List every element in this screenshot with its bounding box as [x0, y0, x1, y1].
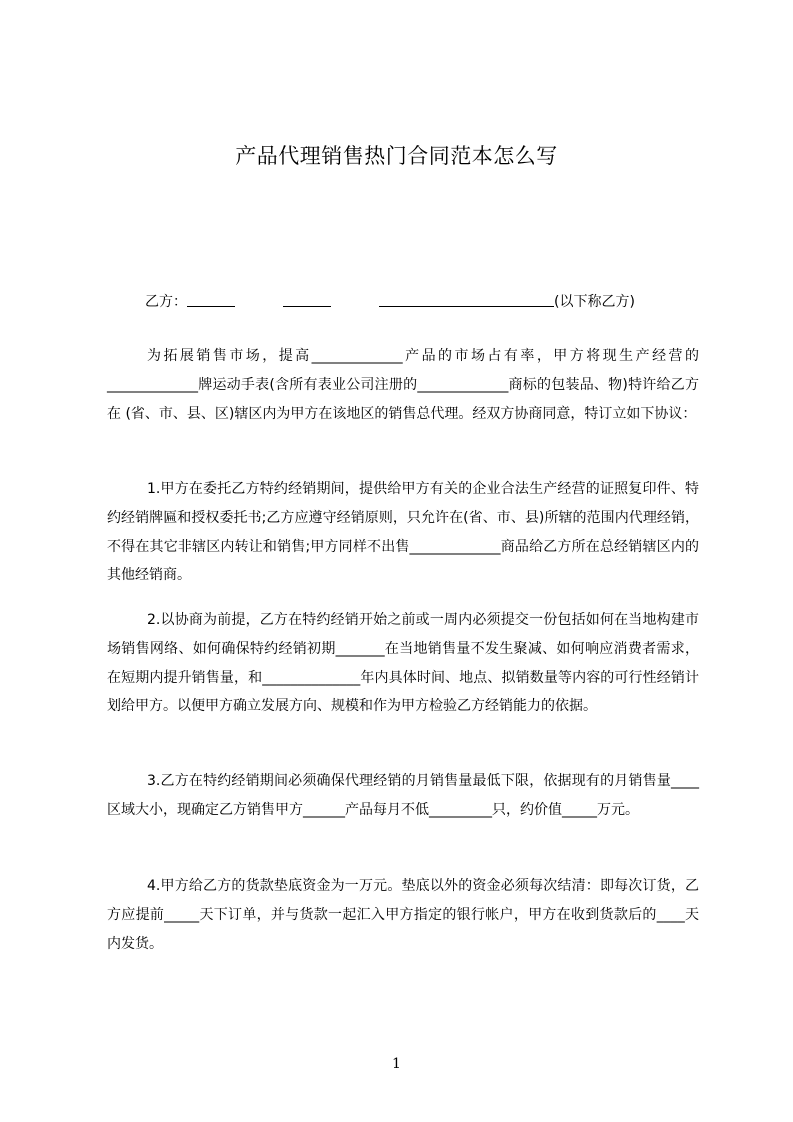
page-number: 1: [392, 1056, 401, 1072]
paragraph-clause-4: 4.甲方给乙方的货款垫底资金为一万元。垫底以外的资金必须每次结清：即每次订货，乙方应提前_____天下订单，并与货款一起汇入甲方指定的银行帐户，甲方在收到货款后的____天内发货。: [107, 878, 699, 952]
party-b-blank-2: [283, 291, 331, 307]
paragraph-clause-3: 3.乙方在特约经销期间必须确保代理经销的月销售量最低下限，依据现有的月销售量____区域大小，现确定乙方销售甲方______产品每月不低_________只，约价值_____万元。: [107, 773, 699, 818]
party-b-label: 乙方：: [145, 294, 187, 310]
paragraph-clause-1: 1.甲方在委托乙方特约经销期间，提供给甲方有关的企业合法生产经营的证照复印件、特约经销牌匾和授权委托书;乙方应遵守经销原则，只允许在(省、市、县)所辖的范围内代理经销，不得在其它非辖区内转让和销售;甲方同样不出售_____________商品给乙方所在总经销辖区内的其他经销商。: [107, 481, 699, 584]
party-b-blank-3: [379, 291, 554, 307]
document-title: 产品代理销售热门合同范本怎么写: [235, 144, 558, 168]
party-b-suffix: (以下称乙方): [554, 294, 635, 310]
paragraph-intro: 为拓展销售市场，提高_____________产品的市场占有率，甲方将现生产经营的_____________牌运动手表(含所有表业公司注册的_____________商标的包装品、物)特许给乙方在 (省、市、县、区)辖区内为甲方在该地区的销售总代理。经双方协商同意，特订立如下协议：: [107, 348, 699, 422]
paragraph-clause-2: 2.以协商为前提，乙方在特约经销开始之前或一周内必须提交一份包括如何在当地构建市场销售网络、如何确保特约经销初期_______在当地销售量不发生聚减、如何响应消费者需求，在短期内提升销售量，和______________年内具体时间、地点、拟销数量等内容的可行性经销计划给甲方。以便甲方确立发展方向、规模和作为甲方检验乙方经销能力的依据。: [107, 612, 699, 715]
party-b-line: [145, 291, 705, 312]
party-b-blank-1: [187, 291, 235, 307]
